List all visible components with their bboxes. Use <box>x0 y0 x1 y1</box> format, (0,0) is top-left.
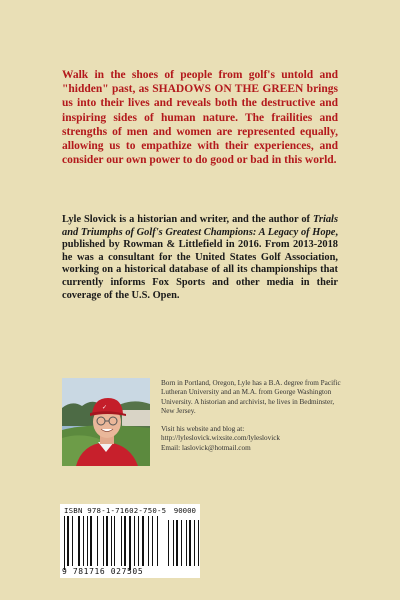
svg-text:✓: ✓ <box>102 404 108 411</box>
author-info <box>161 379 341 453</box>
author-background: Born in Portland, Oregon, Lyle has a B.A. degree from Pacific Lutheran University and an M.A. from George Washington University. A historian and archivist, he lives in Bedminster, New Jersey. <box>161 379 341 415</box>
ean-digits: 9 781716 027505 <box>62 567 144 576</box>
bio-rest: , published by Rowman & Littlefield in 2016. From 2013-2018 he was a consultant for the United States Golf Association, working on a historical database of all its championships that currently informs Fox Sports and other media in their coverage of the U.S. Open. <box>62 226 338 301</box>
barcode-bars <box>64 516 196 566</box>
bio-intro: Lyle Slovick is a historian and writer, and the author of <box>62 214 313 225</box>
email-address[interactable]: Email: laslovick@hotmail.com <box>161 443 251 452</box>
website-url[interactable]: http://lyleslovick.wixsite.com/lyleslovick <box>161 434 280 443</box>
author-bio <box>62 214 338 302</box>
isbn-text: ISBN 978-1-71602-750-5 <box>64 506 167 515</box>
price-code: 90000 <box>173 506 196 515</box>
author-photo <box>62 378 150 466</box>
website-intro: Visit his website and blog at: <box>161 425 245 434</box>
back-cover-blurb: Walk in the shoes of people from golf's untold and "hidden" past, as SHADOWS ON THE GREEN brings us into their lives and reveals both the destructive and inspiring sides of human nature. The frailities and strengths of men and women are represented equally, allowing us to empathize with their experiences, and consider our own power to do good or bad in this world. <box>62 69 338 167</box>
isbn-barcode <box>60 504 200 578</box>
book-title: Trials and Triumphs of Golf's Greatest Champions: A Legacy of Hope <box>62 214 338 238</box>
